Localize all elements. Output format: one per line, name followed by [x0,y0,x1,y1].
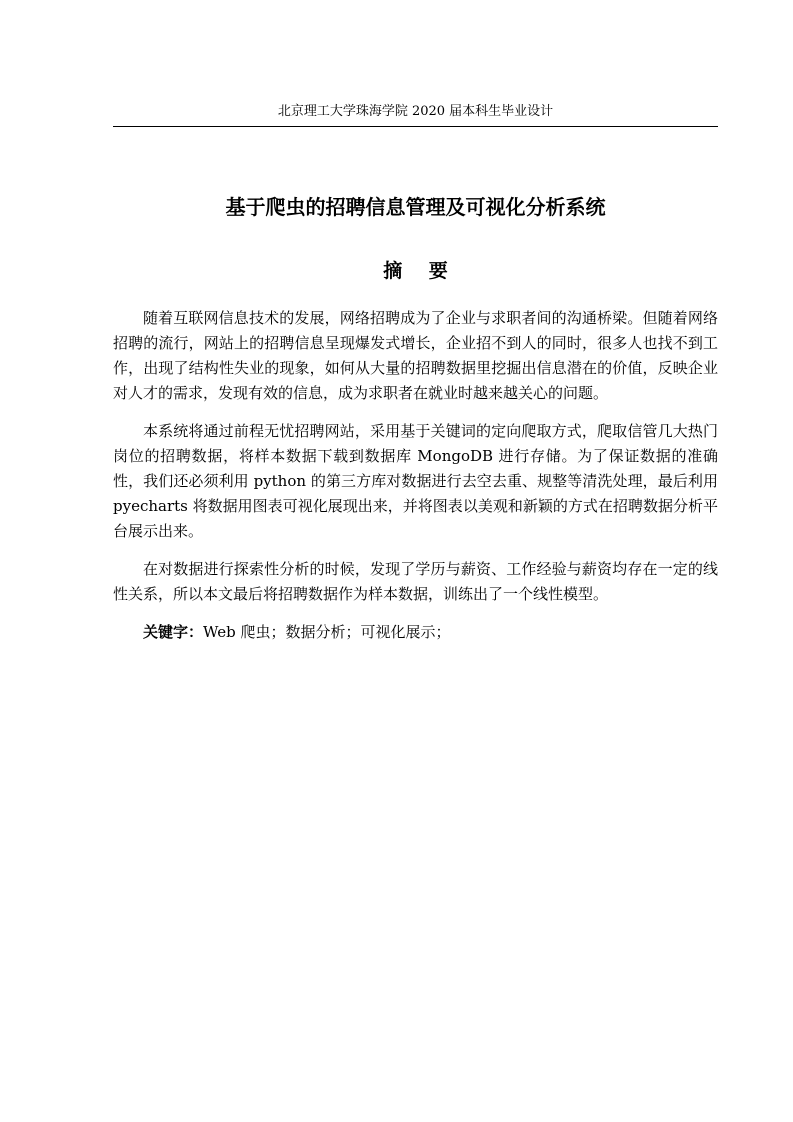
abstract-body [113,306,718,645]
document-title: 基于爬虫的招聘信息管理及可视化分析系统 [225,195,606,219]
keywords-text: Web 爬虫；数据分析；可视化展示； [203,623,451,641]
header-divider [113,126,718,127]
abstract-paragraph-1: 随着互联网信息技术的发展，网络招聘成为了企业与求职者间的沟通桥梁。但随着网络招聘的流行，网站上的招聘信息呈现爆发式增长，企业招不到人的同时，很多人也找不到工作，出现了结构性失业的现象，如何从大量的招聘数据里挖掘出信息潜在的价值，反映企业对人才的需求，发现有效的信息，成为求职者在就业时越来越关心的问题。 [113,309,718,402]
abstract-heading: 摘 要 [383,260,458,282]
abstract-paragraph-3: 在对数据进行探索性分析的时候，发现了学历与薪资、工作经验与薪资均存在一定的线性关系，所以本文最后将招聘数据作为样本数据，训练出了一个线性模型。 [113,560,718,603]
keywords-label: 关键字： [143,623,204,641]
abstract-paragraph-2: 本系统将通过前程无忧招聘网站，采用基于关键词的定向爬取方式，爬取信管几大热门岗位的招聘数据，将样本数据下载到数据库 MongoDB 进行存储。为了保证数据的准确性，我们还必须利用 python 的第三方库对数据进行去空去重、规整等清洗处理，最后利用 pyecharts 将数据用图表可视化展现出来，并将图表以美观和新颖的方式在招聘数据分析平台展示出来。 [113,422,718,540]
running-header: 北京理工大学珠海学院 2020 届本科生毕业设计 [277,104,554,119]
keywords-line [113,620,718,645]
